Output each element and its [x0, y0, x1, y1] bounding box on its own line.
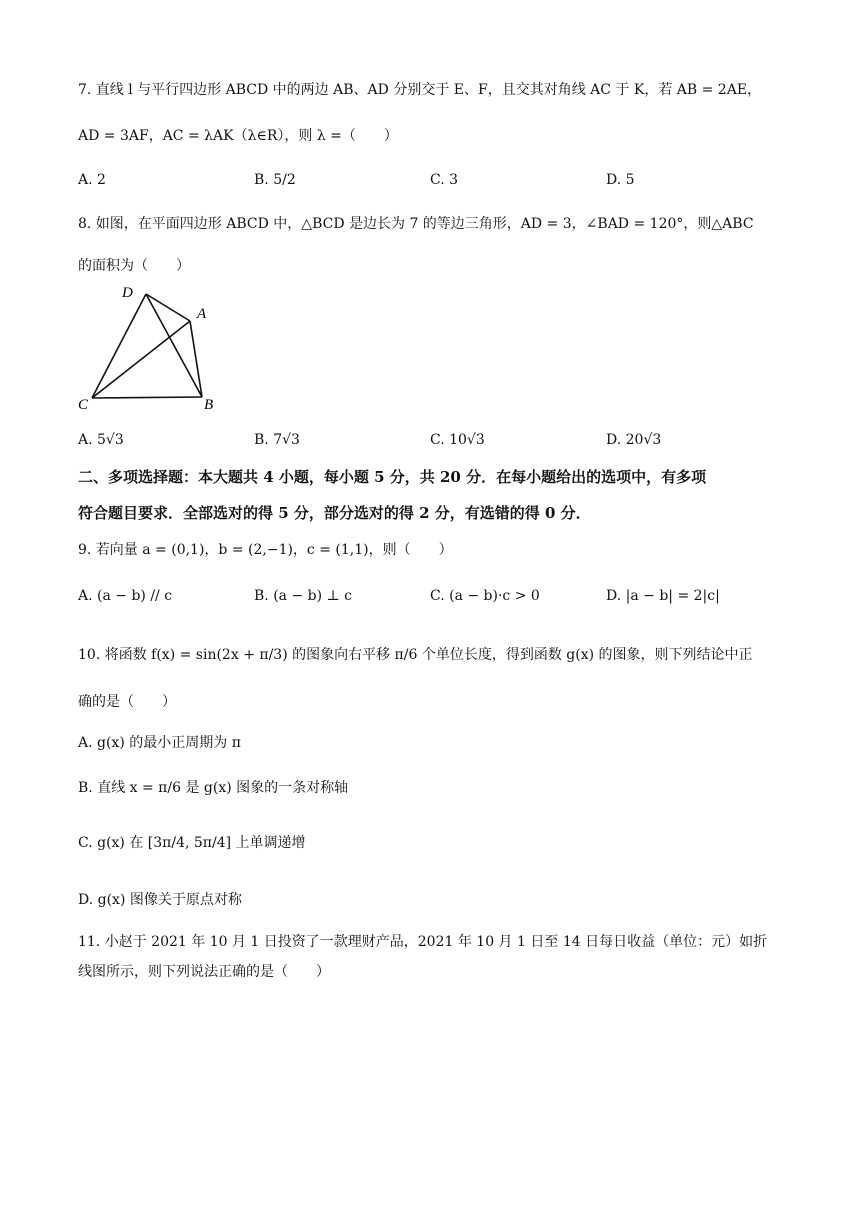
q11-stem-line2: 线图所示，则下列说法正确的是（ ）	[78, 964, 330, 980]
label-d: D	[122, 285, 133, 301]
q7-stem-line1: 7. 直线 l 与平行四边形 ABCD 中的两边 AB、AD 分别交于 E、F，且交其对角线 AC 于 K，若 AB = 2AE，	[78, 82, 762, 98]
q10-option-c: C. g(x) 在 [3π/4, 5π/4] 上单调递增	[78, 835, 306, 851]
q10-option-d: D. g(x) 图像关于原点对称	[78, 892, 242, 908]
q8-option-a: A. 5√3	[78, 432, 124, 448]
q9-option-d: D. |a − b| = 2|c|	[606, 588, 720, 604]
section2-heading-line2: 符合题目要求．全部选对的得 5 分，部分选对的得 2 分，有选错的得 0 分．	[78, 504, 591, 522]
label-b: B	[204, 397, 214, 413]
q9-option-b: B. (a − b) ⊥ c	[254, 588, 352, 604]
q10-stem-line1: 10. 将函数 f(x) = sin(2x + π/3) 的图象向右平移 π/6 个单位长度，得到函数 g(x) 的图象，则下列结论中正	[78, 647, 753, 663]
q7-stem-line2: AD = 3AF，AC = λAK（λ∈R），则 λ =（ ）	[78, 128, 398, 144]
q7-option-a: A. 2	[78, 172, 106, 188]
q10-stem-line2: 确的是（ ）	[78, 694, 176, 710]
quadrilateral-figure	[76, 280, 236, 420]
q8-option-c: C. 10√3	[430, 432, 485, 448]
q11-stem-line1: 11. 小赵于 2021 年 10 月 1 日投资了一款理财产品，2021 年 10 月 1 日至 14 日每日收益（单位：元）如折	[78, 934, 768, 950]
q8-option-d: D. 20√3	[606, 432, 662, 448]
q8-stem-line1: 8. 如图，在平面四边形 ABCD 中，△BCD 是边长为 7 的等边三角形，AD = 3，∠BAD = 120°，则△ABC	[78, 216, 754, 232]
q9-option-c: C. (a − b)·c > 0	[430, 588, 540, 604]
label-c: C	[78, 397, 89, 413]
label-a: A	[197, 306, 207, 322]
q10-option-b: B. 直线 x = π/6 是 g(x) 图象的一条对称轴	[78, 780, 349, 796]
q7-option-d: D. 5	[606, 172, 635, 188]
q7-option-b: B. 5/2	[254, 172, 296, 188]
q7-option-c: C. 3	[430, 172, 459, 188]
section2-heading-line1: 二、多项选择题：本大题共 4 小题，每小题 5 分，共 20 分．在每小题给出的选项中，有多项	[78, 468, 707, 486]
q8-option-b: B. 7√3	[254, 432, 300, 448]
q9-option-a: A. (a − b) // c	[78, 588, 173, 604]
q9-stem: 9. 若向量 a = (0,1)，b = (2,−1)，c = (1,1)，则（ ）	[78, 542, 453, 558]
q10-option-a: A. g(x) 的最小正周期为 π	[78, 735, 241, 751]
q8-stem-line2: 的面积为（ ）	[78, 258, 190, 274]
